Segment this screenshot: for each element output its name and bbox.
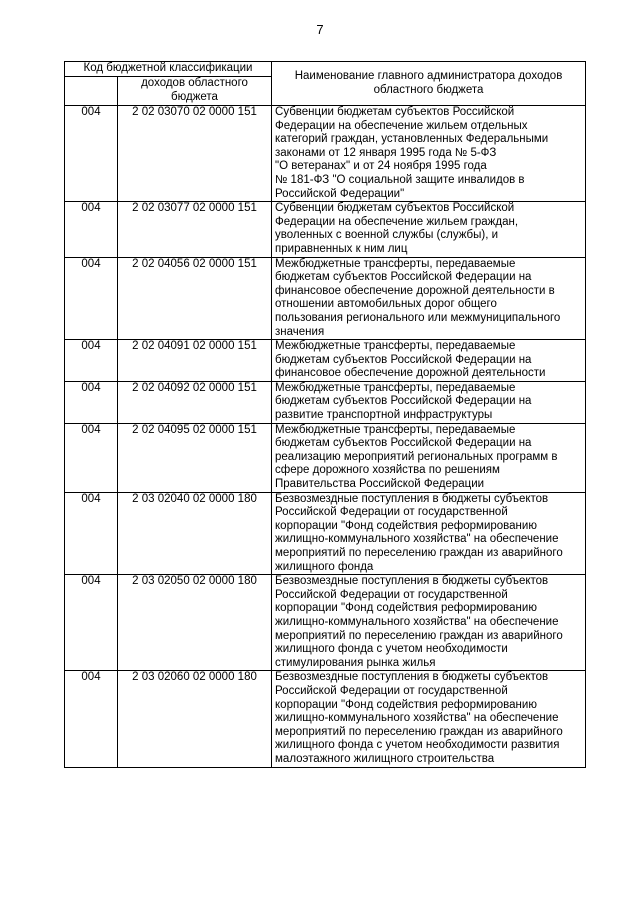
table-row xyxy=(65,671,586,767)
description-line: бюджетам субъектов Российской Федерации на xyxy=(275,353,532,366)
admin-code-cell: 004 xyxy=(65,575,118,671)
description-line: мероприятий по переселению граждан из аварийного xyxy=(275,629,563,642)
admin-code-cell: 004 xyxy=(65,340,118,382)
admin-code-cell: 004 xyxy=(65,202,118,257)
income-code-cell: 2 02 04092 02 0000 151 xyxy=(118,381,272,423)
description-line: значения xyxy=(275,325,325,338)
description-line: жилищного фонда xyxy=(275,560,374,573)
description-line: финансовое обеспечение дорожной деятельности в xyxy=(275,284,555,297)
table-row xyxy=(65,106,586,202)
description-line: жилищно-коммунального хозяйства" на обеспечение xyxy=(275,615,559,628)
description-line: уволенных с военной службы (службы), и xyxy=(275,229,499,242)
description-line: реализацию мероприятий региональных программ в xyxy=(275,450,558,463)
table-row xyxy=(65,257,586,340)
description-line: Федерации на обеспечение жильем отдельных xyxy=(275,119,528,132)
description-line: развитие транспортной инфраструктуры xyxy=(275,409,493,422)
income-code-cell: 2 02 04095 02 0000 151 xyxy=(118,423,272,492)
administrator-name-cell xyxy=(272,423,586,492)
description-line: отношении автомобильных дорог общего xyxy=(275,298,497,311)
description-line: Российской Федерации" xyxy=(275,187,405,200)
description-line: Межбюджетные трансферты, передаваемые xyxy=(275,423,516,436)
header-administrator-name: Наименование главного администратора доходов областного бюджета xyxy=(272,62,586,106)
description-line: сфере дорожного хозяйства по решениям xyxy=(275,464,500,477)
description-line: Правительства Российской Федерации xyxy=(275,478,485,491)
description-line: Межбюджетные трансферты, передаваемые xyxy=(275,340,516,353)
description-line: жилищного фонда с учетом необходимости xyxy=(275,643,508,656)
description-line: категорий граждан, установленных Федеральными xyxy=(275,133,549,146)
admin-code-cell: 004 xyxy=(65,671,118,767)
administrator-name-cell xyxy=(272,492,586,575)
table-body xyxy=(65,106,586,768)
header-classification-code: Код бюджетной классификации xyxy=(65,62,272,77)
description-line: законами от 12 января 1995 года № 5-ФЗ xyxy=(275,146,497,159)
description-line: бюджетам субъектов Российской Федерации на xyxy=(275,395,532,408)
administrator-name-cell xyxy=(272,257,586,340)
income-code-cell: 2 03 02040 02 0000 180 xyxy=(118,492,272,575)
description-line: "О ветеранах" и от 24 ноября 1995 года xyxy=(275,160,487,173)
description-line: Субвенции бюджетам субъектов Российской xyxy=(275,202,515,215)
table-row xyxy=(65,202,586,257)
description-line: жилищного фонда с учетом необходимости развития xyxy=(275,739,560,752)
description-line: бюджетам субъектов Российской Федерации на xyxy=(275,271,532,284)
description-line: Российской Федерации от государственной xyxy=(275,588,508,601)
admin-code-cell: 004 xyxy=(65,381,118,423)
administrator-name-cell xyxy=(272,106,586,202)
description-line: Безвозмездные поступления в бюджеты субъектов xyxy=(275,492,549,505)
description-line: Безвозмездные поступления в бюджеты субъектов xyxy=(275,671,549,684)
description-line: приравненных к ним лиц xyxy=(275,242,408,255)
description-line: Федерации на обеспечение жильем граждан, xyxy=(275,215,519,228)
budget-classification-table xyxy=(64,61,586,768)
table-row xyxy=(65,492,586,575)
administrator-name-cell xyxy=(272,671,586,767)
header-admin-code xyxy=(65,77,118,106)
income-code-cell: 2 02 04091 02 0000 151 xyxy=(118,340,272,382)
description-line: корпорации "Фонд содействия реформированию xyxy=(275,602,537,615)
income-code-cell: 2 02 04056 02 0000 151 xyxy=(118,257,272,340)
page-number: 7 xyxy=(316,22,324,37)
description-line: Межбюджетные трансферты, передаваемые xyxy=(275,257,516,270)
administrator-name-cell xyxy=(272,575,586,671)
administrator-name-cell xyxy=(272,340,586,382)
table-row xyxy=(65,381,586,423)
description-line: Российской Федерации от государственной xyxy=(275,506,508,519)
description-line: корпорации "Фонд содействия реформированию xyxy=(275,519,537,532)
description-line: Российской Федерации от государственной xyxy=(275,684,508,697)
description-line: мероприятий по переселению граждан из аварийного xyxy=(275,725,563,738)
admin-code-cell: 004 xyxy=(65,257,118,340)
income-code-cell: 2 02 03070 02 0000 151 xyxy=(118,106,272,202)
table-row xyxy=(65,423,586,492)
admin-code-cell: 004 xyxy=(65,423,118,492)
administrator-name-cell xyxy=(272,202,586,257)
description-line: стимулирования рынка жилья xyxy=(275,656,436,669)
header-income-code: доходов областного бюджета xyxy=(118,77,272,106)
income-code-cell: 2 02 03077 02 0000 151 xyxy=(118,202,272,257)
description-line: Межбюджетные трансферты, передаваемые xyxy=(275,381,516,394)
description-line: № 181-ФЗ "О социальной защите инвалидов в xyxy=(275,173,525,186)
table-row xyxy=(65,575,586,671)
income-code-cell: 2 03 02050 02 0000 180 xyxy=(118,575,272,671)
income-code-cell: 2 03 02060 02 0000 180 xyxy=(118,671,272,767)
description-line: финансовое обеспечение дорожной деятельности xyxy=(275,367,546,380)
table-header-row xyxy=(65,62,586,77)
description-line: жилищно-коммунального хозяйства" на обеспечение xyxy=(275,533,559,546)
description-line: бюджетам субъектов Российской Федерации на xyxy=(275,437,532,450)
admin-code-cell: 004 xyxy=(65,492,118,575)
description-line: Субвенции бюджетам субъектов Российской xyxy=(275,106,515,118)
description-line: жилищно-коммунального хозяйства" на обеспечение xyxy=(275,712,559,725)
description-line: мероприятий по переселению граждан из аварийного xyxy=(275,547,563,559)
description-line: корпорации "Фонд содействия реформированию xyxy=(275,698,537,711)
description-line: пользования регионального или межмуниципального xyxy=(275,311,561,324)
table-row xyxy=(65,340,586,382)
administrator-name-cell xyxy=(272,381,586,423)
description-line: Безвозмездные поступления в бюджеты субъектов xyxy=(275,575,549,588)
description-line: малоэтажного жилищного строительства xyxy=(275,752,495,765)
admin-code-cell: 004 xyxy=(65,106,118,202)
